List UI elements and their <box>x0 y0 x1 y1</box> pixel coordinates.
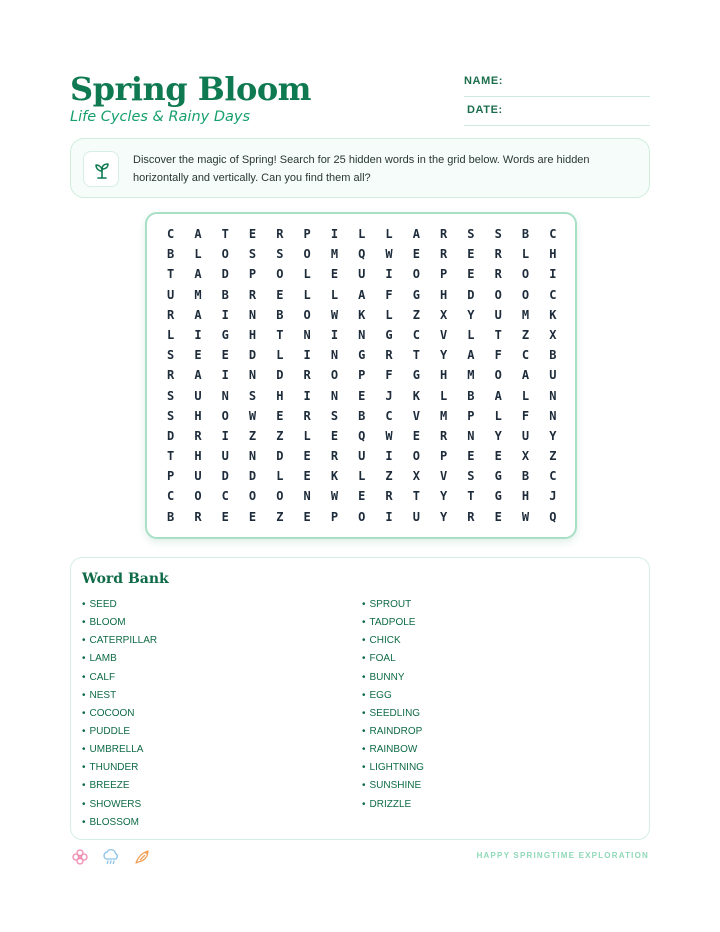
grid-cell[interactable]: X <box>521 449 530 464</box>
grid-cell[interactable]: R <box>194 509 202 524</box>
grid-cell[interactable]: U <box>549 368 557 383</box>
grid-cell[interactable]: U <box>194 469 202 484</box>
grid-cell[interactable]: P <box>167 469 175 484</box>
grid-cell[interactable]: K <box>549 307 557 322</box>
grid-cell[interactable]: H <box>194 408 202 423</box>
grid-cell[interactable]: E <box>221 348 229 363</box>
word-bank <box>70 557 650 840</box>
grid-cell[interactable]: E <box>412 428 420 443</box>
grid-cell[interactable]: E <box>248 509 257 524</box>
grid-cell[interactable]: P <box>467 408 475 423</box>
grid-cell[interactable]: B <box>276 307 284 322</box>
grid-cell[interactable]: L <box>303 287 311 302</box>
grid-cell[interactable]: W <box>385 247 393 262</box>
grid-cell[interactable]: I <box>330 327 339 342</box>
grid-cell[interactable]: U <box>412 509 420 524</box>
grid-cell[interactable]: N <box>330 348 339 363</box>
grid-cell[interactable]: S <box>494 227 502 241</box>
grid-cell[interactable]: D <box>276 449 284 464</box>
grid-cell[interactable]: O <box>248 489 257 504</box>
grid-cell[interactable]: T <box>412 348 420 363</box>
grid-cell[interactable]: O <box>521 267 530 282</box>
worksheet-header <box>70 70 650 130</box>
grid-cell[interactable]: E <box>330 428 339 443</box>
grid-cell[interactable]: I <box>194 327 202 342</box>
word-bank-item: • THUNDER <box>82 759 157 777</box>
grid-cell[interactable]: O <box>276 267 284 282</box>
grid-cell[interactable]: C <box>549 469 557 484</box>
grid-cell[interactable]: G <box>221 327 229 342</box>
grid-cell[interactable]: H <box>194 449 202 464</box>
grid-cell[interactable]: T <box>467 489 475 504</box>
grid-cell[interactable]: T <box>221 227 229 241</box>
grid-cell[interactable]: E <box>358 388 366 403</box>
grid-cell[interactable]: L <box>276 348 284 363</box>
grid-cell[interactable]: L <box>276 469 284 484</box>
grid-cell[interactable]: E <box>276 408 284 423</box>
grid-cell[interactable]: Z <box>521 327 530 342</box>
grid-cell[interactable]: A <box>521 368 530 383</box>
grid-cell[interactable]: O <box>303 247 311 262</box>
grid-cell[interactable]: R <box>440 428 448 443</box>
grid-cell[interactable]: W <box>248 408 257 423</box>
grid-cell[interactable]: N <box>467 428 475 443</box>
grid-cell[interactable]: O <box>412 449 420 464</box>
grid-cell[interactable]: Z <box>276 428 284 443</box>
grid-cell[interactable]: F <box>521 408 530 423</box>
grid-cell[interactable]: T <box>167 449 175 464</box>
grid-cell[interactable]: W <box>330 489 339 504</box>
grid-cell[interactable]: U <box>358 449 366 464</box>
footer-tagline: HAPPY SPRINGTIME EXPLORATION <box>476 851 649 860</box>
name-label: NAME: <box>464 75 504 87</box>
grid-cell[interactable]: U <box>521 428 530 443</box>
grid-cell[interactable]: U <box>167 287 175 302</box>
word-bank-item: • BLOSSOM <box>82 814 157 832</box>
page-title: Spring Bloom <box>70 70 312 108</box>
grid-cell[interactable]: E <box>412 247 420 262</box>
grid-cell[interactable]: B <box>358 408 366 423</box>
grid-cell[interactable]: H <box>248 327 257 342</box>
grid-cell[interactable]: Z <box>276 509 284 524</box>
grid-cell[interactable]: K <box>330 469 339 484</box>
sprout-icon <box>83 151 119 187</box>
grid-cell[interactable]: B <box>167 247 175 262</box>
date-label: DATE: <box>467 104 503 116</box>
grid-cell[interactable]: E <box>303 509 311 524</box>
grid-cell[interactable]: P <box>440 267 448 282</box>
instructions-text: Discover the magic of Spring! Search for 25 hidden words in the grid below. Words are hidden horizontally and vertically. Can you find them all? <box>133 154 590 184</box>
grid-cell[interactable]: X <box>549 327 557 342</box>
grid-cell[interactable]: R <box>385 489 393 504</box>
grid-cell[interactable]: R <box>303 368 311 383</box>
grid-cell[interactable]: C <box>549 227 557 241</box>
grid-cell[interactable]: O <box>358 509 366 524</box>
grid-cell[interactable]: R <box>248 287 257 302</box>
grid-cell[interactable]: P <box>303 227 311 241</box>
grid-cell[interactable]: Y <box>440 509 448 524</box>
grid-cell[interactable]: L <box>385 227 393 241</box>
grid-cell[interactable]: P <box>248 267 257 282</box>
grid-cell[interactable]: A <box>358 287 366 302</box>
grid-cell[interactable]: C <box>385 408 393 423</box>
grid-cell[interactable]: T <box>276 327 284 342</box>
word-bank-item: • SEED <box>82 596 157 614</box>
grid-cell[interactable]: L <box>440 388 448 403</box>
grid-cell[interactable]: O <box>521 287 530 302</box>
grid-cell[interactable]: U <box>358 267 366 282</box>
word-bank-item: • NEST <box>82 687 157 705</box>
grid-cell[interactable]: N <box>549 408 557 423</box>
grid-cell[interactable]: S <box>248 388 257 403</box>
grid-cell[interactable]: H <box>440 287 448 302</box>
grid-cell[interactable]: O <box>221 408 229 423</box>
grid-cell[interactable]: B <box>549 348 557 363</box>
grid-cell[interactable]: U <box>194 388 202 403</box>
intro-card <box>70 138 650 198</box>
grid-cell[interactable]: X <box>440 307 448 322</box>
grid-cell[interactable]: E <box>467 267 475 282</box>
grid-cell[interactable]: E <box>494 449 502 464</box>
word-bank-item: • CALF <box>82 669 157 687</box>
grid-cell[interactable]: L <box>303 428 311 443</box>
grid-cell[interactable]: E <box>248 227 257 241</box>
grid-cell[interactable]: A <box>494 388 502 403</box>
grid-cell[interactable]: Z <box>385 469 393 484</box>
grid-cell[interactable]: P <box>330 509 339 524</box>
grid-cell[interactable]: B <box>467 388 475 403</box>
grid-cell[interactable]: L <box>521 247 530 262</box>
grid-cell[interactable]: L <box>167 327 175 342</box>
grid-cell[interactable]: M <box>521 307 530 322</box>
word-bank-item: • SEEDLING <box>362 705 424 723</box>
grid-cell[interactable]: R <box>440 227 448 241</box>
grid-cell[interactable]: Q <box>358 247 366 262</box>
grid-cell[interactable]: C <box>521 348 530 363</box>
grid-cell[interactable]: C <box>221 489 229 504</box>
word-bank-item: • UMBRELLA <box>82 741 157 759</box>
grid-cell[interactable]: R <box>330 449 339 464</box>
grid-cell[interactable]: S <box>330 408 339 423</box>
grid-cell[interactable]: Y <box>440 348 448 363</box>
bird-icon <box>134 848 152 866</box>
grid-cell[interactable]: U <box>494 307 502 322</box>
word-bank-item: • DRIZZLE <box>362 796 424 814</box>
word-bank-item: • SHOWERS <box>82 796 157 814</box>
grid-cell[interactable]: E <box>303 449 311 464</box>
grid-cell[interactable]: L <box>303 267 311 282</box>
grid-cell[interactable]: Z <box>248 428 257 443</box>
grid-cell[interactable]: L <box>521 388 530 403</box>
grid-cell[interactable]: C <box>167 489 175 504</box>
grid-cell[interactable]: S <box>167 388 175 403</box>
word-bank-title: Word Bank <box>82 571 169 587</box>
grid-cell[interactable]: B <box>221 287 229 302</box>
grid-cell[interactable]: O <box>303 307 311 322</box>
grid-cell[interactable]: R <box>276 227 284 241</box>
letter-grid <box>157 224 566 527</box>
grid-cell[interactable]: P <box>440 449 448 464</box>
grid-cell[interactable]: L <box>385 307 393 322</box>
grid-cell[interactable]: S <box>467 227 475 241</box>
grid-cell[interactable]: I <box>385 449 393 464</box>
grid-cell[interactable]: D <box>221 469 229 484</box>
grid-cell[interactable]: Y <box>467 307 475 322</box>
grid-cell[interactable]: Q <box>358 428 366 443</box>
grid-cell[interactable]: N <box>303 327 311 342</box>
grid-cell[interactable]: G <box>412 368 420 383</box>
grid-cell[interactable]: S <box>167 348 175 363</box>
grid-cell[interactable]: R <box>194 428 202 443</box>
grid-cell[interactable]: N <box>358 327 366 342</box>
word-bank-item: • TADPOLE <box>362 614 424 632</box>
grid-cell[interactable]: E <box>194 348 202 363</box>
grid-cell[interactable]: E <box>467 449 475 464</box>
grid-cell[interactable]: A <box>194 368 202 383</box>
grid-cell[interactable]: I <box>221 307 229 322</box>
grid-cell[interactable]: W <box>521 509 530 524</box>
grid-cell[interactable]: O <box>194 489 202 504</box>
grid-cell[interactable]: D <box>276 368 284 383</box>
grid-cell[interactable]: L <box>358 469 366 484</box>
grid-cell[interactable]: H <box>521 489 530 504</box>
grid-cell[interactable]: N <box>221 388 229 403</box>
grid-cell[interactable]: N <box>330 388 339 403</box>
grid-cell[interactable]: N <box>549 388 557 403</box>
rain-cloud-icon <box>102 848 120 866</box>
grid-cell[interactable]: C <box>412 327 420 342</box>
grid-cell[interactable]: W <box>385 428 393 443</box>
grid-cell[interactable]: R <box>467 509 475 524</box>
grid-cell[interactable]: T <box>494 327 502 342</box>
flower-icon <box>71 848 89 866</box>
grid-cell[interactable]: L <box>194 247 202 262</box>
grid-cell[interactable]: E <box>303 469 311 484</box>
word-bank-item: • BLOOM <box>82 614 157 632</box>
grid-cell[interactable]: G <box>494 489 502 504</box>
grid-cell[interactable]: C <box>167 227 175 241</box>
grid-cell[interactable]: M <box>330 247 339 262</box>
grid-cell[interactable]: L <box>494 408 502 423</box>
word-bank-item: • CATERPILLAR <box>82 632 157 650</box>
grid-cell[interactable]: V <box>440 469 448 484</box>
grid-cell[interactable]: B <box>521 227 530 241</box>
word-bank-item: • LAMB <box>82 650 157 668</box>
grid-cell[interactable]: S <box>467 469 475 484</box>
grid-cell[interactable]: R <box>440 247 448 262</box>
grid-cell[interactable]: M <box>440 408 448 423</box>
grid-cell[interactable]: R <box>167 368 175 383</box>
grid-cell[interactable]: O <box>494 287 502 302</box>
page-subtitle: Life Cycles & Rainy Days <box>70 109 251 125</box>
grid-cell[interactable]: C <box>549 287 557 302</box>
word-bank-item: • LIGHTNING <box>362 759 424 777</box>
word-bank-item: • BREEZE <box>82 777 157 795</box>
grid-cell[interactable]: Z <box>549 449 557 464</box>
grid-cell[interactable]: D <box>248 469 257 484</box>
grid-cell[interactable]: R <box>303 408 311 423</box>
grid-cell[interactable]: I <box>385 509 393 524</box>
grid-cell[interactable]: H <box>440 368 448 383</box>
word-bank-item: • RAINBOW <box>362 741 424 759</box>
grid-cell[interactable]: O <box>412 267 420 282</box>
grid-cell[interactable]: A <box>194 227 202 241</box>
grid-cell[interactable]: L <box>358 227 366 241</box>
grid-cell[interactable]: I <box>303 388 311 403</box>
grid-cell[interactable]: B <box>521 469 530 484</box>
grid-cell[interactable]: A <box>194 307 202 322</box>
grid-cell[interactable]: B <box>167 509 175 524</box>
grid-cell[interactable]: U <box>221 449 229 464</box>
grid-cell[interactable]: A <box>194 267 202 282</box>
grid-cell[interactable]: D <box>467 287 475 302</box>
grid-cell[interactable]: R <box>385 348 393 363</box>
grid-cell[interactable]: J <box>385 388 393 403</box>
grid-cell[interactable]: N <box>248 368 257 383</box>
grid-cell[interactable]: O <box>221 247 229 262</box>
grid-cell[interactable]: O <box>494 368 502 383</box>
grid-cell[interactable]: W <box>330 307 339 322</box>
word-bank-item: • SUNSHINE <box>362 777 424 795</box>
grid-cell[interactable]: E <box>494 509 502 524</box>
word-bank-item: • CHICK <box>362 632 424 650</box>
grid-cell[interactable]: N <box>248 307 257 322</box>
grid-cell[interactable]: L <box>330 287 339 302</box>
grid-cell[interactable]: N <box>303 489 311 504</box>
grid-cell[interactable]: F <box>385 368 393 383</box>
grid-cell[interactable]: V <box>440 327 448 342</box>
grid-cell[interactable]: R <box>494 247 502 262</box>
grid-cell[interactable]: A <box>467 348 475 363</box>
grid-cell[interactable]: P <box>358 368 366 383</box>
grid-cell[interactable]: T <box>167 267 175 282</box>
grid-cell[interactable]: A <box>412 227 420 241</box>
grid-cell[interactable]: I <box>330 227 339 241</box>
word-bank-item: • SPROUT <box>362 596 424 614</box>
grid-cell[interactable]: G <box>385 327 393 342</box>
word-bank-item: • RAINDROP <box>362 723 424 741</box>
grid-cell[interactable]: F <box>385 287 393 302</box>
grid-cell[interactable]: K <box>358 307 366 322</box>
word-bank-item: • PUDDLE <box>82 723 157 741</box>
grid-cell[interactable]: I <box>221 368 229 383</box>
word-bank-item: • BUNNY <box>362 669 424 687</box>
grid-cell[interactable]: J <box>549 489 557 504</box>
grid-cell[interactable]: I <box>385 267 393 282</box>
grid-cell[interactable]: Y <box>494 428 502 443</box>
grid-cell[interactable]: Z <box>412 307 420 322</box>
grid-cell[interactable]: H <box>549 247 557 262</box>
word-bank-item: • EGG <box>362 687 424 705</box>
grid-cell[interactable]: G <box>412 287 420 302</box>
grid-cell[interactable]: H <box>276 388 284 403</box>
grid-cell[interactable]: V <box>412 408 420 423</box>
grid-cell[interactable]: R <box>167 307 175 322</box>
grid-cell[interactable]: O <box>330 368 339 383</box>
grid-cell[interactable]: X <box>412 469 420 484</box>
grid-cell[interactable]: G <box>358 348 366 363</box>
date-field[interactable] <box>464 100 650 126</box>
grid-cell[interactable]: E <box>467 247 475 262</box>
grid-cell[interactable]: Y <box>440 489 448 504</box>
grid-cell[interactable]: Y <box>549 428 557 443</box>
grid-cell[interactable]: E <box>221 509 229 524</box>
grid-cell[interactable]: N <box>248 449 257 464</box>
grid-cell[interactable]: E <box>358 489 366 504</box>
grid-cell[interactable]: G <box>494 469 502 484</box>
grid-cell[interactable]: L <box>467 327 475 342</box>
grid-cell[interactable]: E <box>330 267 339 282</box>
grid-cell[interactable]: M <box>194 287 202 302</box>
word-bank-right-column <box>362 596 424 814</box>
grid-cell[interactable]: F <box>494 348 502 363</box>
word-search-grid <box>145 212 577 539</box>
grid-cell[interactable]: S <box>167 408 175 423</box>
grid-cell[interactable]: E <box>276 287 284 302</box>
word-bank-item: • FOAL <box>362 650 424 668</box>
word-bank-item: • COCOON <box>82 705 157 723</box>
grid-cell[interactable]: S <box>276 247 284 262</box>
grid-cell[interactable]: Q <box>549 509 557 524</box>
grid-cell[interactable]: R <box>494 267 502 282</box>
grid-cell[interactable]: I <box>221 428 229 443</box>
grid-cell[interactable]: M <box>467 368 475 383</box>
grid-cell[interactable]: D <box>221 267 229 282</box>
grid-cell[interactable]: S <box>248 247 257 262</box>
word-bank-left-column <box>82 596 157 832</box>
grid-cell[interactable]: O <box>276 489 284 504</box>
name-field[interactable] <box>464 71 650 97</box>
grid-cell[interactable]: I <box>303 348 311 363</box>
grid-cell[interactable]: D <box>167 428 175 443</box>
grid-cell[interactable]: I <box>549 267 557 282</box>
grid-cell[interactable]: T <box>412 489 420 504</box>
grid-cell[interactable]: D <box>248 348 257 363</box>
grid-cell[interactable]: K <box>412 388 420 403</box>
